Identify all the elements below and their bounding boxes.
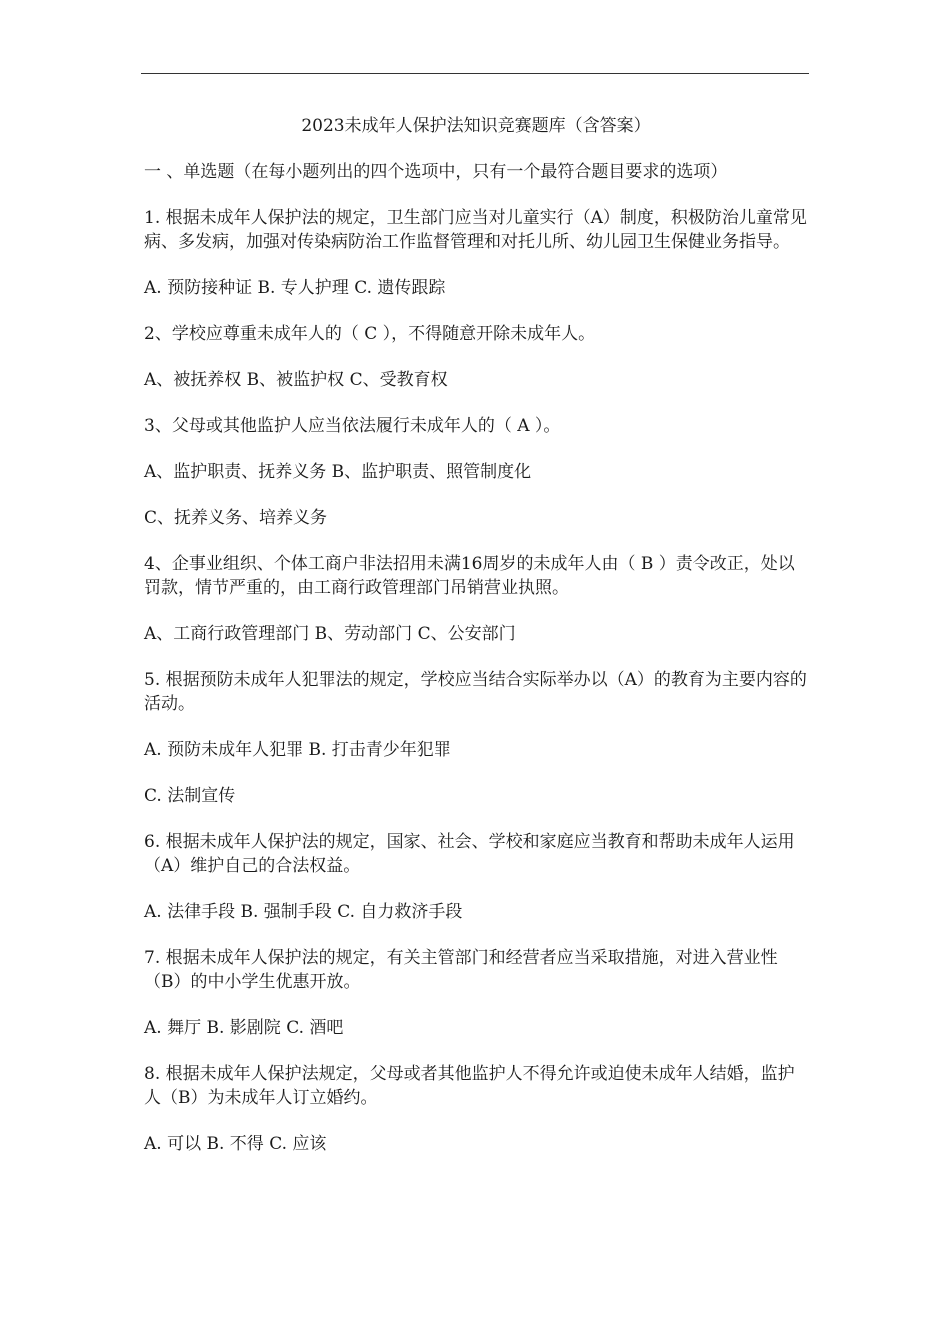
question-6-options: A. 法律手段 B. 强制手段 C. 自力救济手段 — [144, 902, 463, 922]
question-8-options: A. 可以 B. 不得 C. 应该 — [144, 1134, 327, 1154]
question-3: 3、父母或其他监护人应当依法履行未成年人的（ A ）。 — [144, 416, 561, 436]
question-7-options: A. 舞厅 B. 影剧院 C. 酒吧 — [144, 1018, 344, 1038]
question-2: 2、学校应尊重未成年人的（ C ），不得随意开除未成年人。 — [144, 324, 596, 344]
question-1: 1. 根据未成年人保护法的规定，卫生部门应当对儿童实行（A）制度，积极防治儿童常见病、多发病，加强对传染病防治工作监督管理和对托儿所、幼儿园卫生保健业务指导。 — [144, 208, 807, 252]
question-1-options: A. 预防接种证 B. 专人护理 C. 遗传跟踪 — [144, 278, 446, 298]
question-5: 5. 根据预防未成年人犯罪法的规定，学校应当结合实际举办以（A）的教育为主要内容的活动。 — [144, 670, 807, 714]
question-5-options: A. 预防未成年人犯罪 B. 打击青少年犯罪 — [144, 740, 451, 760]
question-4: 4、企事业组织、个体工商户非法招用未满16周岁的未成年人由（ B ）责令改正，处以罚款，情节严重的，由工商行政管理部门吊销营业执照。 — [144, 554, 795, 598]
question-3-options: A、监护职责、抚养义务 B、监护职责、照管制度化 — [144, 462, 532, 482]
question-5-options-c: C. 法制宣传 — [144, 786, 236, 806]
question-7: 7. 根据未成年人保护法的规定，有关主管部门和经营者应当采取措施，对进入营业性（B）的中小学生优惠开放。 — [144, 948, 778, 992]
document-body — [144, 114, 808, 1178]
question-3-options-c: C、抚养义务、培养义务 — [144, 508, 328, 528]
header-rule — [141, 73, 809, 74]
question-8: 8. 根据未成年人保护法规定，父母或者其他监护人不得允许或迫使未成年人结婚，监护人（B）为未成年人订立婚约。 — [144, 1064, 795, 1108]
question-6: 6. 根据未成年人保护法的规定，国家、社会、学校和家庭应当教育和帮助未成年人运用（A）维护自己的合法权益。 — [144, 832, 795, 876]
question-4-options: A、工商行政管理部门 B、劳动部门 C、公安部门 — [144, 624, 516, 644]
question-2-options: A、被抚养权 B、被监护权 C、受教育权 — [144, 370, 448, 390]
document-title: 2023未成年人保护法知识竞赛题库（含答案） — [301, 116, 651, 136]
section-heading: 一 、单选题（在每小题列出的四个选项中，只有一个最符合题目要求的选项） — [144, 162, 728, 182]
